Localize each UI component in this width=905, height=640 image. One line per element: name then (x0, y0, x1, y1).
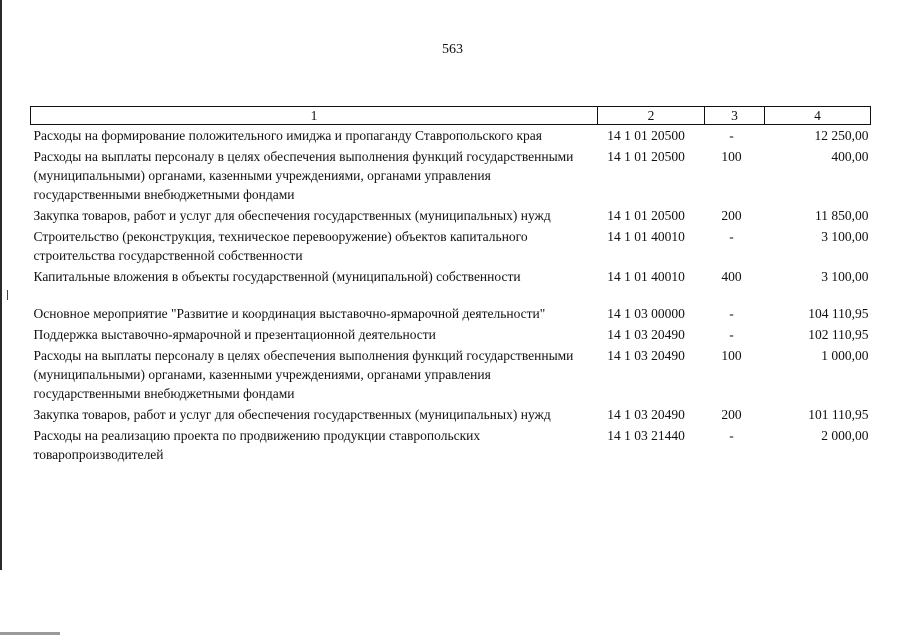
table-header (31, 107, 871, 125)
row-code: 14 1 01 20500 (607, 208, 685, 223)
row-type: 200 (721, 407, 742, 422)
table-row (31, 125, 871, 147)
row-amount: 3 100,00 (821, 269, 869, 284)
row-name: Расходы на выплаты персоналу в целях обеспечения выполнения функций государственными (муниципальными) органами, казенными учреждениями, органами управления государственными внебюджетными фондами (33, 149, 574, 202)
row-code: 14 1 03 20490 (607, 407, 685, 422)
row-amount: 2 000,00 (821, 428, 869, 443)
row-name: Закупка товаров, работ и услуг для обеспечения государственных (муниципальных) нужд (33, 208, 551, 223)
row-amount: 104 110,95 (808, 306, 869, 321)
row-name: Расходы на реализацию проекта по продвижению продукции ставропольских товаропроизводителей (33, 428, 481, 462)
table-row (31, 404, 871, 425)
row-name: Поддержка выставочно-ярмарочной и презентационной деятельности (33, 327, 436, 342)
table-row (31, 266, 871, 287)
row-name: Строительство (реконструкция, техническое перевооружение) объектов капитального строительства государственной собственности (33, 229, 528, 263)
row-type: 200 (721, 208, 742, 223)
row-amount: 1 000,00 (821, 348, 869, 363)
row-amount: 102 110,95 (808, 327, 869, 342)
scan-artifact-tick (7, 290, 8, 300)
row-type: 100 (721, 348, 742, 363)
spacer-cell (31, 287, 871, 303)
row-type: 400 (721, 269, 742, 284)
row-name: Капитальные вложения в объекты государственной (муниципальной) собственности (33, 269, 521, 284)
row-type: - (729, 428, 734, 443)
row-code: 14 1 03 21440 (607, 428, 685, 443)
row-amount: 101 110,95 (808, 407, 869, 422)
row-amount: 12 250,00 (814, 128, 869, 143)
header-col-2: 2 (598, 107, 705, 125)
row-code: 14 1 03 00000 (607, 306, 685, 321)
row-type: - (729, 327, 734, 342)
budget-table (30, 106, 871, 465)
row-amount: 3 100,00 (821, 229, 869, 244)
row-name: Закупка товаров, работ и услуг для обеспечения государственных (муниципальных) нужд (33, 407, 551, 422)
row-code: 14 1 03 20490 (607, 348, 685, 363)
row-name: Расходы на выплаты персоналу в целях обеспечения выполнения функций государственными (муниципальными) органами, казенными учреждениями, органами управления государственными внебюджетными фондами (33, 348, 574, 401)
table-body (31, 125, 871, 466)
header-row (31, 107, 871, 125)
row-type: 100 (721, 149, 742, 164)
header-col-4: 4 (765, 107, 871, 125)
row-code: 14 1 01 20500 (607, 149, 685, 164)
table-row (31, 146, 871, 205)
page-number: 563 (442, 42, 463, 57)
header-col-1: 1 (31, 107, 598, 125)
row-code: 14 1 01 40010 (607, 269, 685, 284)
row-amount: 400,00 (831, 149, 869, 164)
row-name: Основное мероприятие "Развитие и координация выставочно-ярмарочной деятельности" (33, 306, 546, 321)
table-row (31, 205, 871, 226)
row-name: Расходы на формирование положительного имиджа и пропаганду Ставропольского края (33, 128, 542, 143)
table-row (31, 324, 871, 345)
row-code: 14 1 01 40010 (607, 229, 685, 244)
table-row (31, 226, 871, 266)
row-amount: 11 850,00 (815, 208, 869, 223)
row-type: - (729, 306, 734, 321)
table-spacer-row (31, 287, 871, 303)
row-code: 14 1 01 20500 (607, 128, 685, 143)
table-row (31, 425, 871, 465)
scan-edge-left (0, 0, 2, 570)
table-row (31, 345, 871, 404)
row-type: - (729, 128, 734, 143)
row-code: 14 1 03 20490 (607, 327, 685, 342)
table-row (31, 303, 871, 324)
row-type: - (729, 229, 734, 244)
header-col-3: 3 (705, 107, 765, 125)
scan-artifact-bottom (0, 632, 60, 635)
